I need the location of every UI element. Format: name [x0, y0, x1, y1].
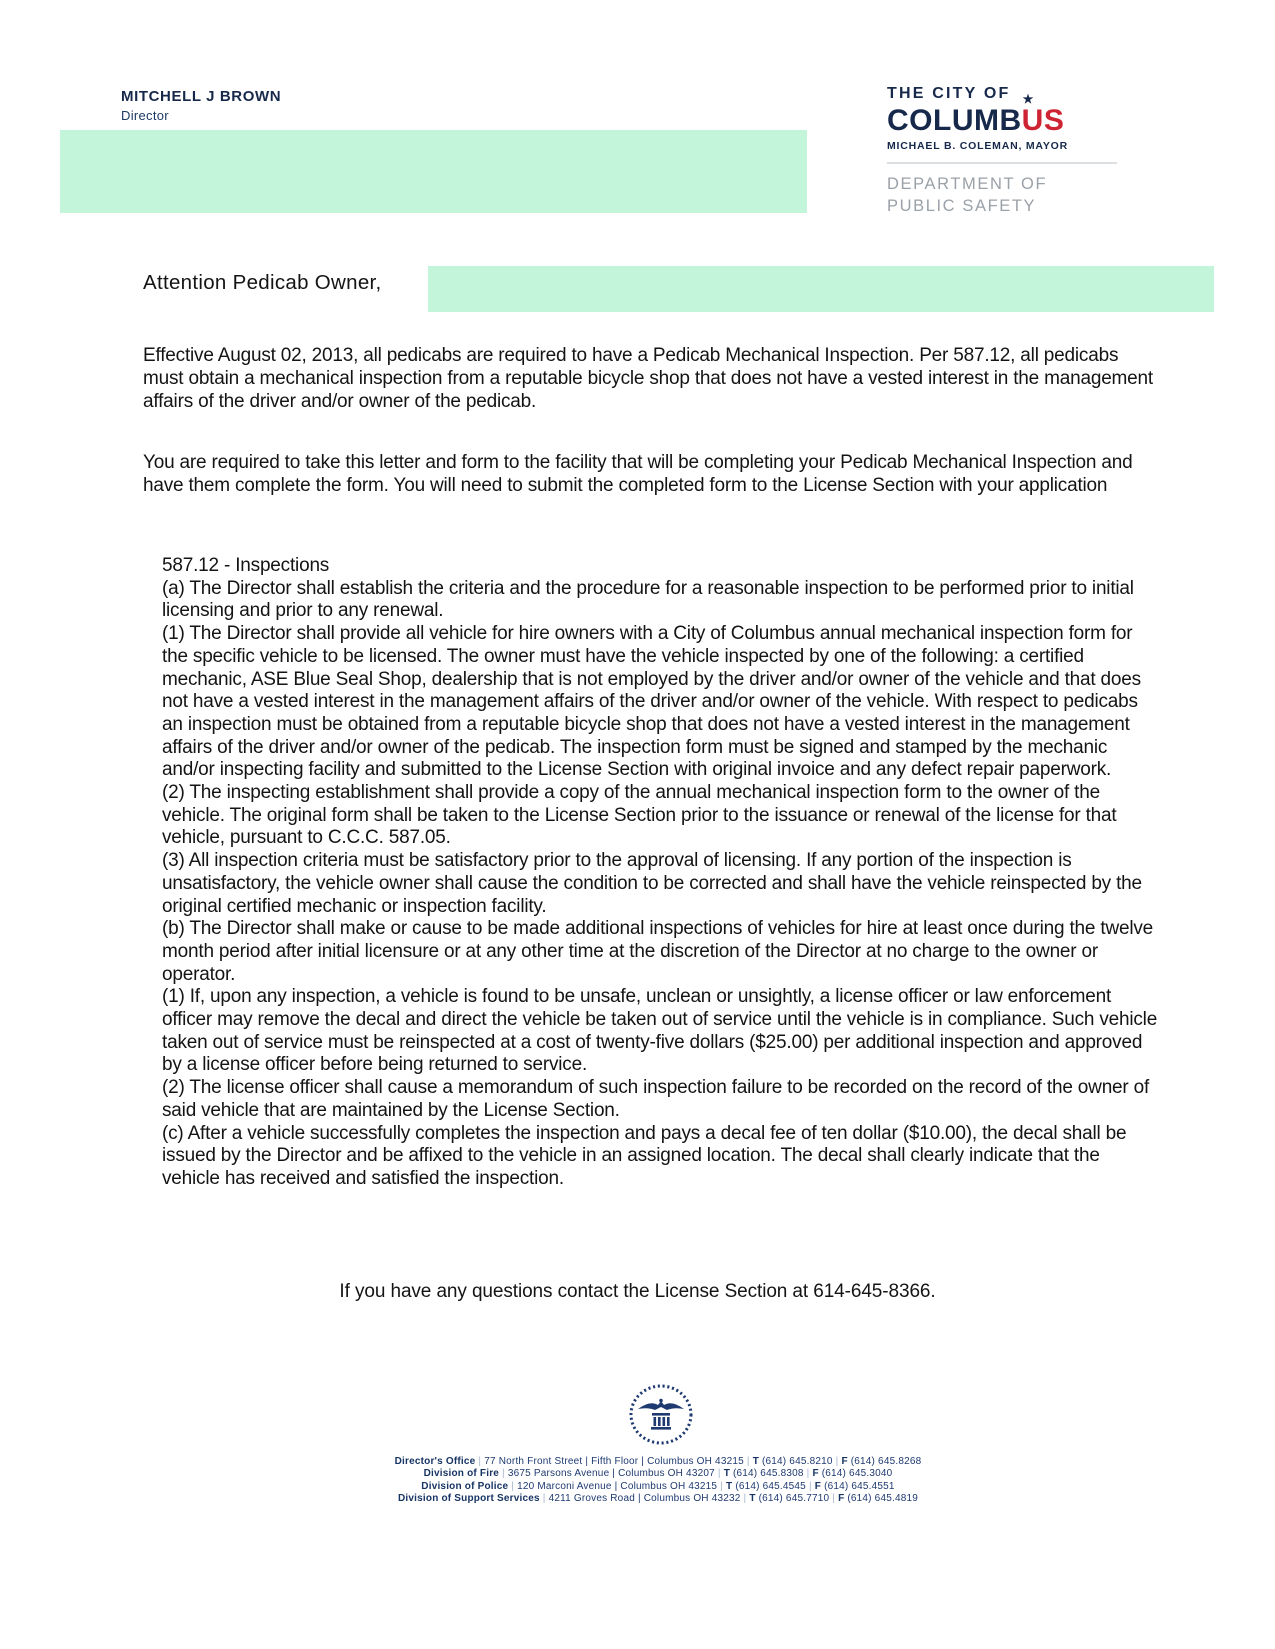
regulation-clause: (a) The Director shall establish the criteria and the procedure for a reasonable inspection to be performed prior to initial licensing and prior to any renewal.: [162, 577, 1134, 622]
footer-location: 3675 Parsons Avenue | Columbus OH 43207: [507, 1468, 715, 1480]
footer-phone: (614) 645.8308: [732, 1468, 804, 1480]
logo-department-line1: DEPARTMENT OF: [887, 174, 1048, 193]
footer-separator: |: [542, 1493, 546, 1505]
footer-fax: (614) 645.4551: [824, 1480, 895, 1492]
footer-location: 120 Marconi Avenue | Columbus OH 43215: [517, 1480, 718, 1492]
footer-label: Division of Fire: [423, 1468, 500, 1480]
footer-separator: |: [743, 1493, 747, 1505]
footer-phone-label: T: [752, 1456, 759, 1467]
letterhead-official: [121, 88, 281, 123]
official-title: Director: [121, 108, 169, 123]
footer-fax-label: F: [812, 1468, 819, 1480]
regulation-title: 587.12 - Inspections: [162, 555, 330, 576]
footer-row-division-of-police: [208, 1481, 1108, 1493]
footer-fax: (614) 645.4819: [847, 1493, 918, 1505]
footer-phone: (614) 645.4545: [735, 1480, 806, 1492]
logo-mayor-line: MICHAEL B. COLEMAN, MAYOR: [887, 140, 1069, 152]
logo-wordmark-us: ★ US: [1021, 92, 1065, 137]
logo-divider: [887, 162, 1117, 164]
footer-separator: |: [478, 1456, 482, 1467]
regulation-clause: (1) If, upon any inspection, a vehicle is found to be unsafe, unclean or unsightly, a license officer or law enforcement officer may remove the decal and direct the vehicle be taken out of service until the vehicle is in compliance. Such vehicle taken out of service must be reinspected at a cost of twenty-five dollars ($25.00) per additional inspection and approved by a license officer before being returned to service.: [162, 986, 1158, 1076]
regulation-clause: (1) The Director shall provide all vehicle for hire owners with a City of Columbus annual mechanical inspection form for the specific vehicle to be licensed. The owner must have the vehicle inspected by one of the following: a certified mechanic, ASE Blue Seal Shop, dealership that is not employed by the driver and/or owner of the vehicle and that does not have a vested interest in the management affairs of the driver and/or owner of the vehicle. With respect to pedicabs an inspection must be obtained from a reputable bicycle shop that does not have a vested interest in the management affairs of the driver and/or owner of the pedicab. The inspection form must be signed and stamped by the mechanic and/or inspecting facility and submitted to the License Section with original invoice and any defect repair paperwork.: [162, 623, 1141, 781]
footer-phone-label: T: [749, 1493, 756, 1505]
footer-row-division-of-fire: [208, 1468, 1108, 1480]
footer-separator: |: [720, 1480, 724, 1492]
footer-fax-label: F: [838, 1493, 845, 1505]
footer-phone: (614) 645.8210: [761, 1456, 833, 1467]
star-icon: ★: [1022, 92, 1034, 106]
closing-contact-line: If you have any questions contact the License Section at 614-645-8366.: [339, 1281, 936, 1302]
footer-separator: |: [832, 1493, 836, 1505]
footer-label: Division of Support Services: [398, 1493, 540, 1505]
footer-label: Division of Police: [421, 1480, 509, 1492]
regulation-587-12: [162, 555, 1158, 1191]
footer-separator: |: [835, 1456, 839, 1467]
footer-separator: |: [511, 1480, 515, 1492]
paragraph-instructions: You are required to take this letter and form to the facility that will be completing your Pedicab Mechanical Inspection and have them complete the form. You will need to submit the completed form to the License Section with your application: [143, 452, 1133, 496]
logo-wordmark-columb: COLUMB: [887, 104, 1022, 137]
city-seal-icon: [628, 1383, 694, 1446]
footer-fax: (614) 645.8268: [850, 1456, 922, 1467]
footer-label: Director's Office: [394, 1456, 476, 1467]
regulation-clause: (c) After a vehicle successfully completes the inspection and pays a decal fee of ten dollar ($10.00), the decal shall be issued by the Director and be affixed to the vehicle in an assigned location. The decal shall clearly indicate that the vehicle has received and satisfied the inspection.: [162, 1122, 1127, 1189]
footer-location: 77 North Front Street | Fifth Floor | Columbus OH 43215: [484, 1456, 744, 1467]
redaction-highlight-2: [428, 266, 1214, 312]
footer-fax-label: F: [814, 1480, 822, 1492]
footer-separator: |: [717, 1468, 721, 1480]
paragraph-effective-date: Effective August 02, 2013, all pedicabs are required to have a Pedicab Mechanical Inspection. Per 587.12, all pedicabs must obtain a mechanical inspection from a reputable bicycle shop that does not have a vested interest in the management affairs of the driver and/or owner of the pedicab.: [143, 345, 1153, 412]
footer-row-division-of-support-services: [208, 1493, 1108, 1505]
footer-separator: |: [746, 1456, 750, 1467]
salutation: Attention Pedicab Owner,: [143, 271, 382, 294]
footer-contact-block: [208, 1456, 1108, 1506]
footer-location: 4211 Groves Road | Columbus OH 43232: [548, 1493, 741, 1505]
regulation-clause: (3) All inspection criteria must be satisfactory prior to the approval of licensing. If any portion of the inspection is unsatisfactory, the vehicle owner shall cause the condition to be corrected and shall have the vehicle reinspected by the original certified mechanic or inspection facility.: [162, 850, 1142, 917]
logo-department-line2: PUBLIC SAFETY: [887, 196, 1037, 215]
footer-separator: |: [502, 1468, 505, 1480]
redaction-highlight-1: [60, 130, 807, 213]
regulation-clause: (b) The Director shall make or cause to be made additional inspections of vehicles for hire at least once during the twelve month period after initial licensure or at any other time at the discretion of the Director at no charge to the owner or operator.: [162, 918, 1154, 985]
regulation-clause: (2) The license officer shall cause a memorandum of such inspection failure to be recorded on the record of the owner of said vehicle that are maintained by the License Section.: [162, 1077, 1150, 1121]
regulation-clause: (2) The inspecting establishment shall provide a copy of the annual mechanical inspection form to the owner of the vehicle. The original form shall be taken to the License Section prior to the issuance or renewal of the license for that vehicle, pursuant to C.C.C. 587.05.: [162, 782, 1117, 849]
official-name: MITCHELL J BROWN: [121, 88, 282, 105]
footer-phone-label: T: [726, 1480, 733, 1492]
logo-line-city-of: THE CITY OF: [887, 85, 1011, 102]
footer-row-directors-office: [208, 1456, 1108, 1468]
footer-separator: |: [806, 1468, 810, 1480]
footer-fax: (614) 645.3040: [821, 1468, 893, 1480]
footer-fax-label: F: [841, 1456, 848, 1467]
city-of-columbus-logo: [887, 86, 1137, 217]
footer-separator: |: [808, 1480, 812, 1492]
footer-phone: (614) 645.7710: [758, 1493, 830, 1505]
footer-phone-label: T: [723, 1468, 730, 1480]
